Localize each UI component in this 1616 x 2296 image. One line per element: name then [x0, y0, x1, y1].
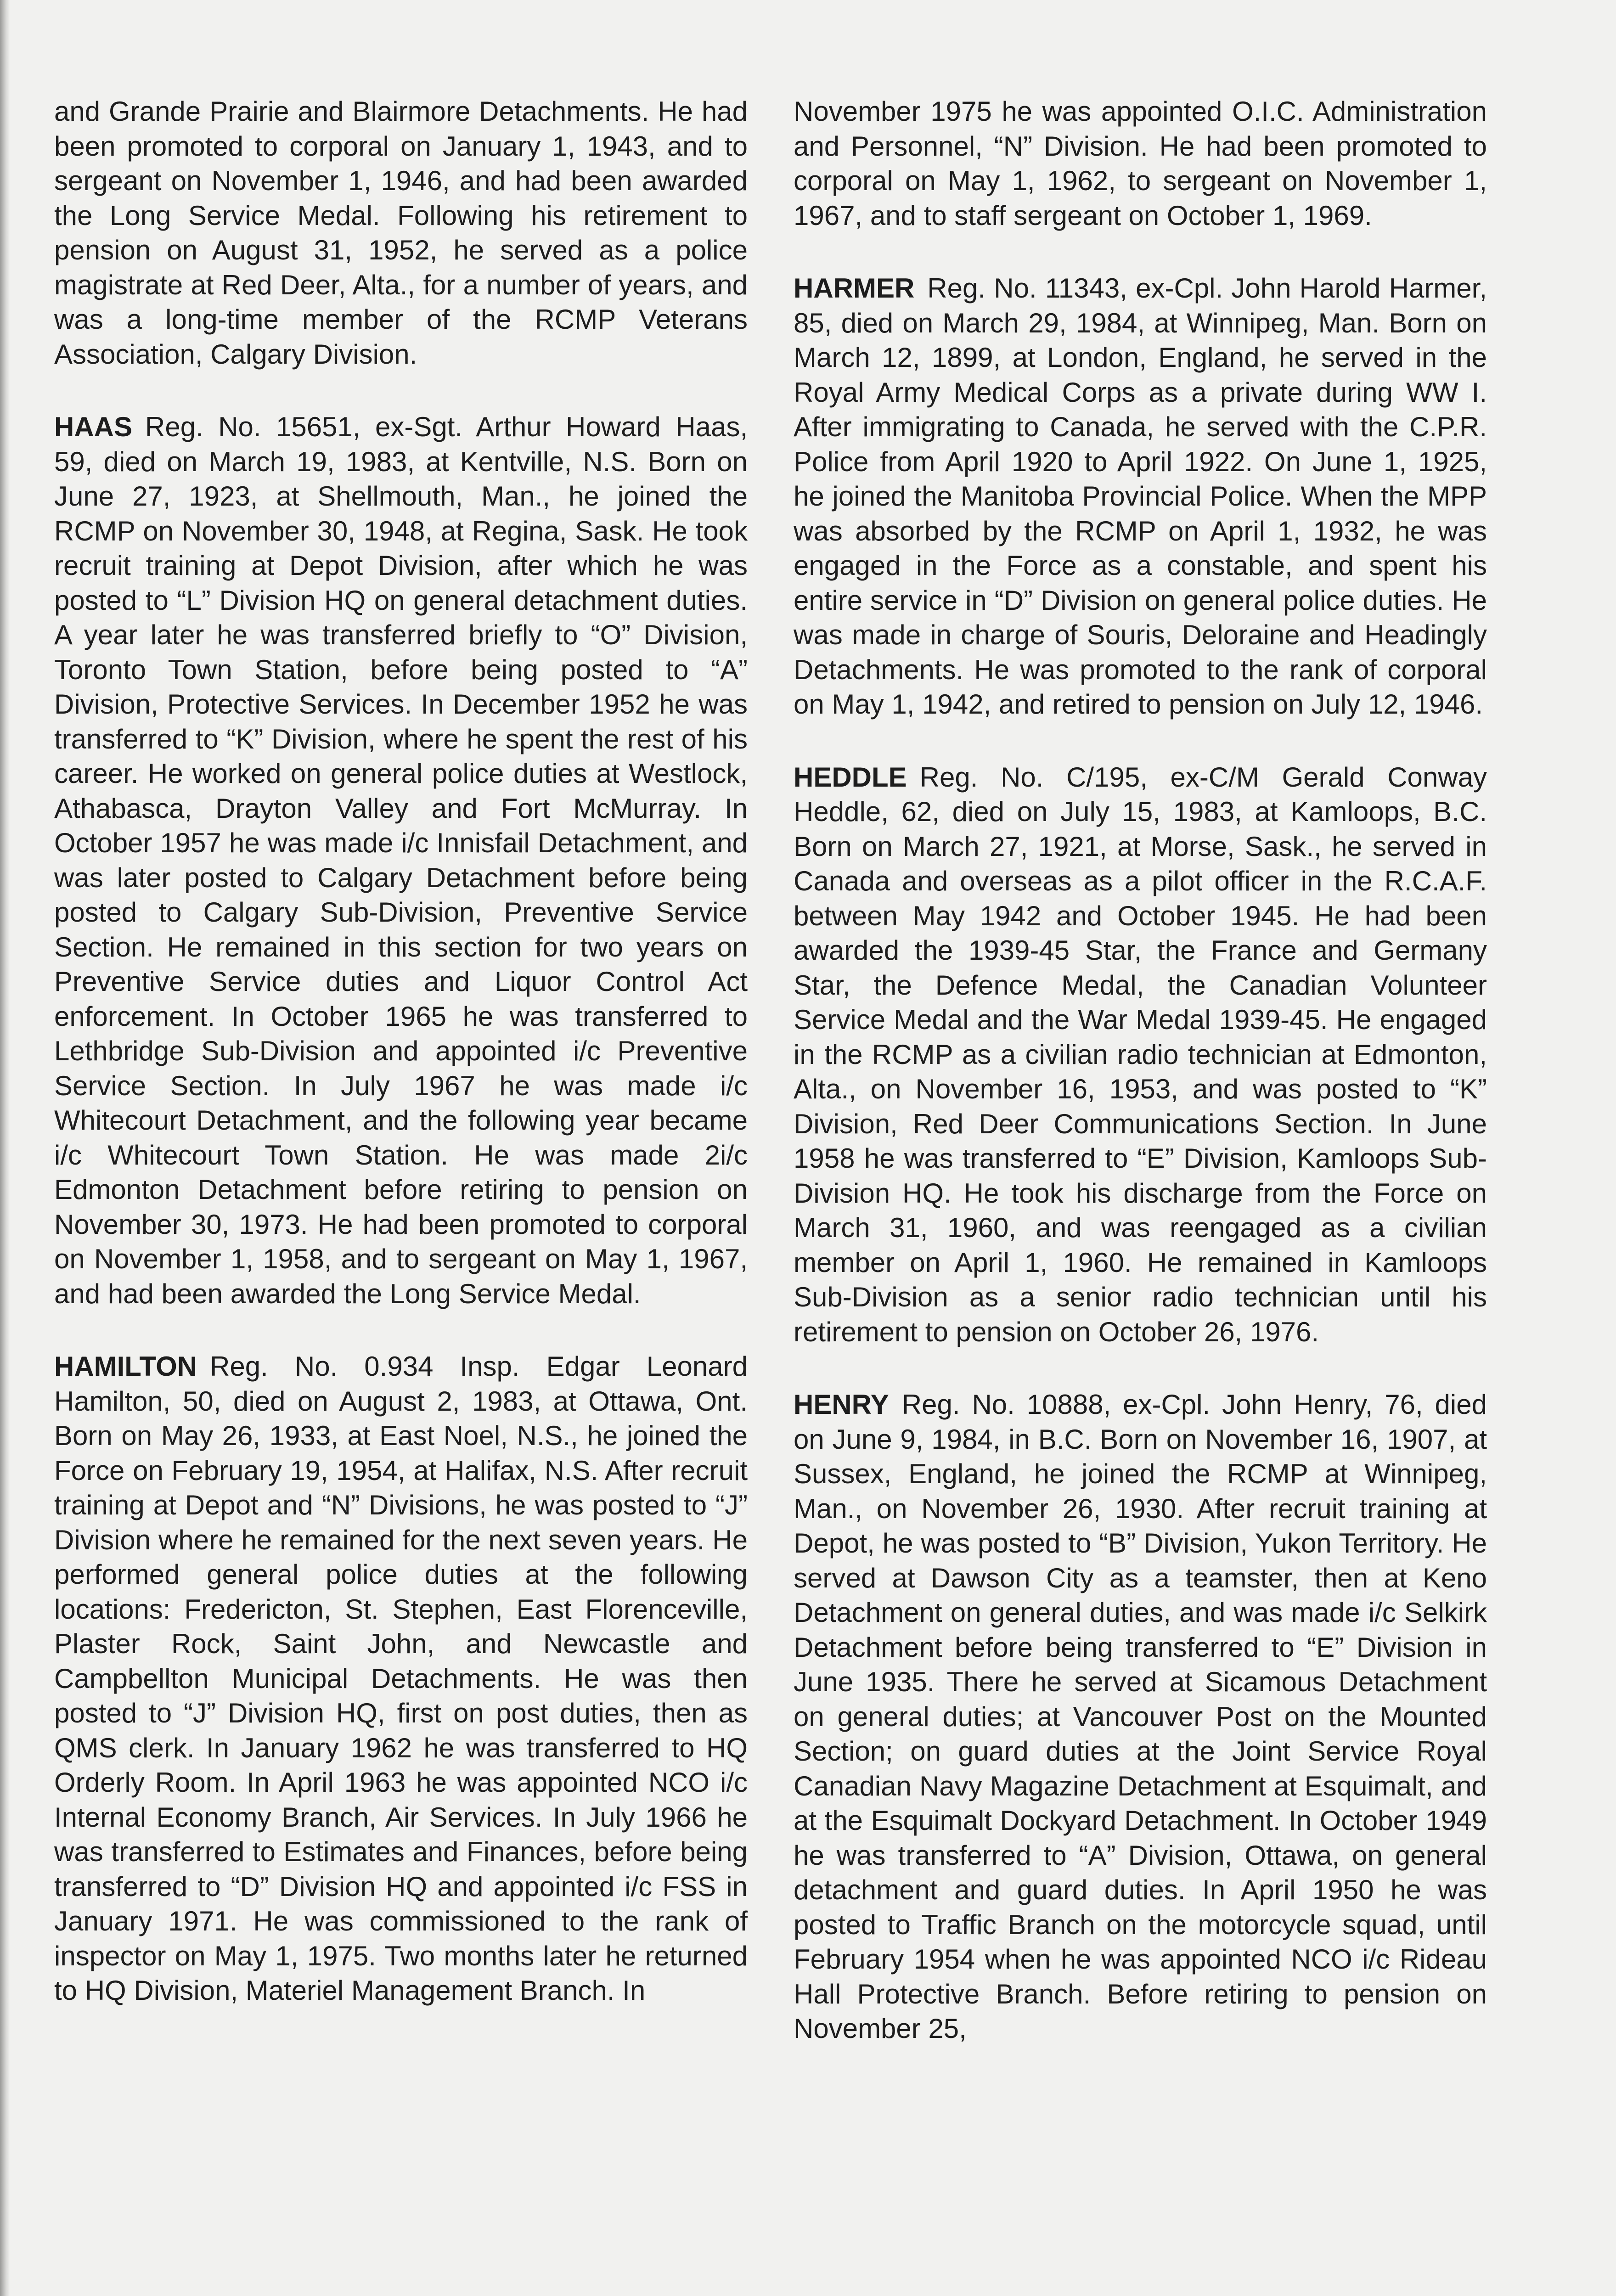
- surname-heading: HARMER: [794, 273, 915, 304]
- obituary-henry: [794, 1387, 1487, 2046]
- obituary-hamilton: [54, 1349, 748, 2008]
- obituary-text: Reg. No. 11343, ex-Cpl. John Harold Harmer, 85, died on March 29, 1984, at Winnipeg, Man. Born on March 12, 1899, at London, England, he served in the Royal Army Medical Corps as a private during WW I. After immigrating to Canada, he served with the C.P.R. Police from April 1920 to April 1922. On June 1, 1925, he joined the Manitoba Provincial Police. When the MPP was absorbed by the RCMP on April 1, 1932, he was engaged in the Force as a constable, and spent his entire service in “D” Division on general police duties. He was made in charge of Souris, Deloraine and Headingly Detachments. He was promoted to the rank of corporal on May 1, 1942, and retired to pension on July 12, 1946.: [794, 273, 1487, 720]
- right-column: [794, 94, 1487, 2084]
- surname-heading: HAMILTON: [54, 1351, 197, 1382]
- left-column: [54, 94, 748, 2046]
- obituary-heddle: [794, 760, 1487, 1350]
- obituary-text: Reg. No. 10888, ex-Cpl. John Henry, 76, died on June 9, 1984, in B.C. Born on November 16, 1907, at Sussex, England, he joined the RCMP at Winnipeg, Man., on November 26, 1930. After recruit training at Depot, he was posted to “B” Division, Yukon Territory. He served at Dawson City as a teamster, then at Keno Detachment on general duties, and was made i/c Selkirk Detachment before being transferred to “E” Division in June 1935. There he served at Sicamous Detachment on general duties; at Vancouver Post on the Mounted Section; on guard duties at the Joint Service Royal Canadian Navy Magazine Detachment at Esquimalt, and at the Esquimalt Dockyard Detachment. In October 1949 he was transferred to “A” Division, Ottawa, on general detachment and guard duties. In April 1950 he was posted to Traffic Branch on the motorcycle squad, until February 1954 when he was appointed NCO i/c Rideau Hall Protective Branch. Before retiring to pension on November 25,: [794, 1389, 1487, 2044]
- surname-heading: HEDDLE: [794, 761, 907, 793]
- continued-obituary: and Grande Prairie and Blairmore Detachments. He had been promoted to corporal on January 1, 1943, and to sergeant on November 1, 1946, and had been awarded the Long Service Medal. Following his retirement to pension on August 31, 1952, he served as a police magistrate at Red Deer, Alta., for a number of years, and was a long-time member of the RCMP Veterans Association, Calgary Division.: [54, 96, 748, 370]
- obituary-text: Reg. No. C/195, ex-C/M Gerald Conway Heddle, 62, died on July 15, 1983, at Kamloops, B.C. Born on March 27, 1921, at Morse, Sask., he served in Canada and overseas as a pilot officer in the R.C.A.F. between May 1942 and October 1945. He had been awarded the 1939-45 Star, the France and Germany Star, the Defence Medal, the Canadian Volunteer Service Medal and the War Medal 1939-45. He engaged in the RCMP as a civilian radio technician at Edmonton, Alta., on November 16, 1953, and was posted to “K” Division, Red Deer Communications Section. In June 1958 he was transferred to “E” Division, Kamloops Sub-Division HQ. He took his discharge from the Force on March 31, 1960, and was reengaged as a civilian member on April 1, 1960. He remained in Kamloops Sub-Division as a senior radio technician until his retirement to pension on October 26, 1976.: [794, 761, 1487, 1347]
- surname-heading: HENRY: [794, 1389, 889, 1420]
- scan-edge-shadow: [0, 0, 10, 2296]
- obituary-text: Reg. No. 0.934 Insp. Edgar Leonard Hamilton, 50, died on August 2, 1983, at Ottawa, Ont. Born on May 26, 1933, at East Noel, N.S., he joined the Force on February 19, 1954, at Halifax, N.S. After recruit training at Depot and “N” Divisions, he was posted to “J” Division where he remained for the next seven years. He performed general police duties at the following locations: Fredericton, St. Stephen, East Florenceville, Plaster Rock, Saint John, and Newcastle and Campbellton Municipal Detachments. He was then posted to “J” Division HQ, first on post duties, then as QMS clerk. In January 1962 he was transferred to HQ Orderly Room. In April 1963 he was appointed NCO i/c Internal Economy Branch, Air Services. In July 1966 he was transferred to Estimates and Finances, before being transferred to “D” Division HQ and appointed i/c FSS in January 1971. He was commissioned to the rank of inspector on May 1, 1975. Two months later he returned to HQ Division, Materiel Management Branch. In: [54, 1351, 748, 2006]
- obituary-text: Reg. No. 15651, ex-Sgt. Arthur Howard Haas, 59, died on March 19, 1983, at Kentville, N.S. Born on June 27, 1923, at Shellmouth, Man., he joined the RCMP on November 30, 1948, at Regina, Sask. He took recruit training at Depot Division, after which he was posted to “L” Division HQ on general detachment duties. A year later he was transferred briefly to “O” Division, Toronto Town Station, before being posted to “A” Division, Protective Services. In December 1952 he was transferred to “K” Division, where he spent the rest of his career. He worked on general police duties at Westlock, Athabasca, Drayton Valley and Fort McMurray. In October 1957 he was made i/c Innisfail Detachment, and was later posted to Calgary Detachment before being posted to Calgary Sub-Division, Preventive Service Section. He remained in this section for two years on Preventive Service duties and Liquor Control Act enforcement. In October 1965 he was transferred to Lethbridge Sub-Division and appointed i/c Preventive Service Section. In July 1967 he was made i/c Whitecourt Detachment, and the following year became i/c Whitecourt Town Station. He was made 2i/c Edmonton Detachment before retiring to pension on November 30, 1973. He had been promoted to corporal on November 1, 1958, and to sergeant on May 1, 1967, and had been awarded the Long Service Medal.: [54, 411, 748, 1309]
- continued-obituary: November 1975 he was appointed O.I.C. Administration and Personnel, “N” Division. He had been promoted to corporal on May 1, 1962, to sergeant on November 1, 1967, and to staff sergeant on October 1, 1969.: [794, 96, 1487, 231]
- obituary-haas: [54, 410, 748, 1311]
- surname-heading: HAAS: [54, 411, 133, 442]
- obituary-harmer: [794, 271, 1487, 722]
